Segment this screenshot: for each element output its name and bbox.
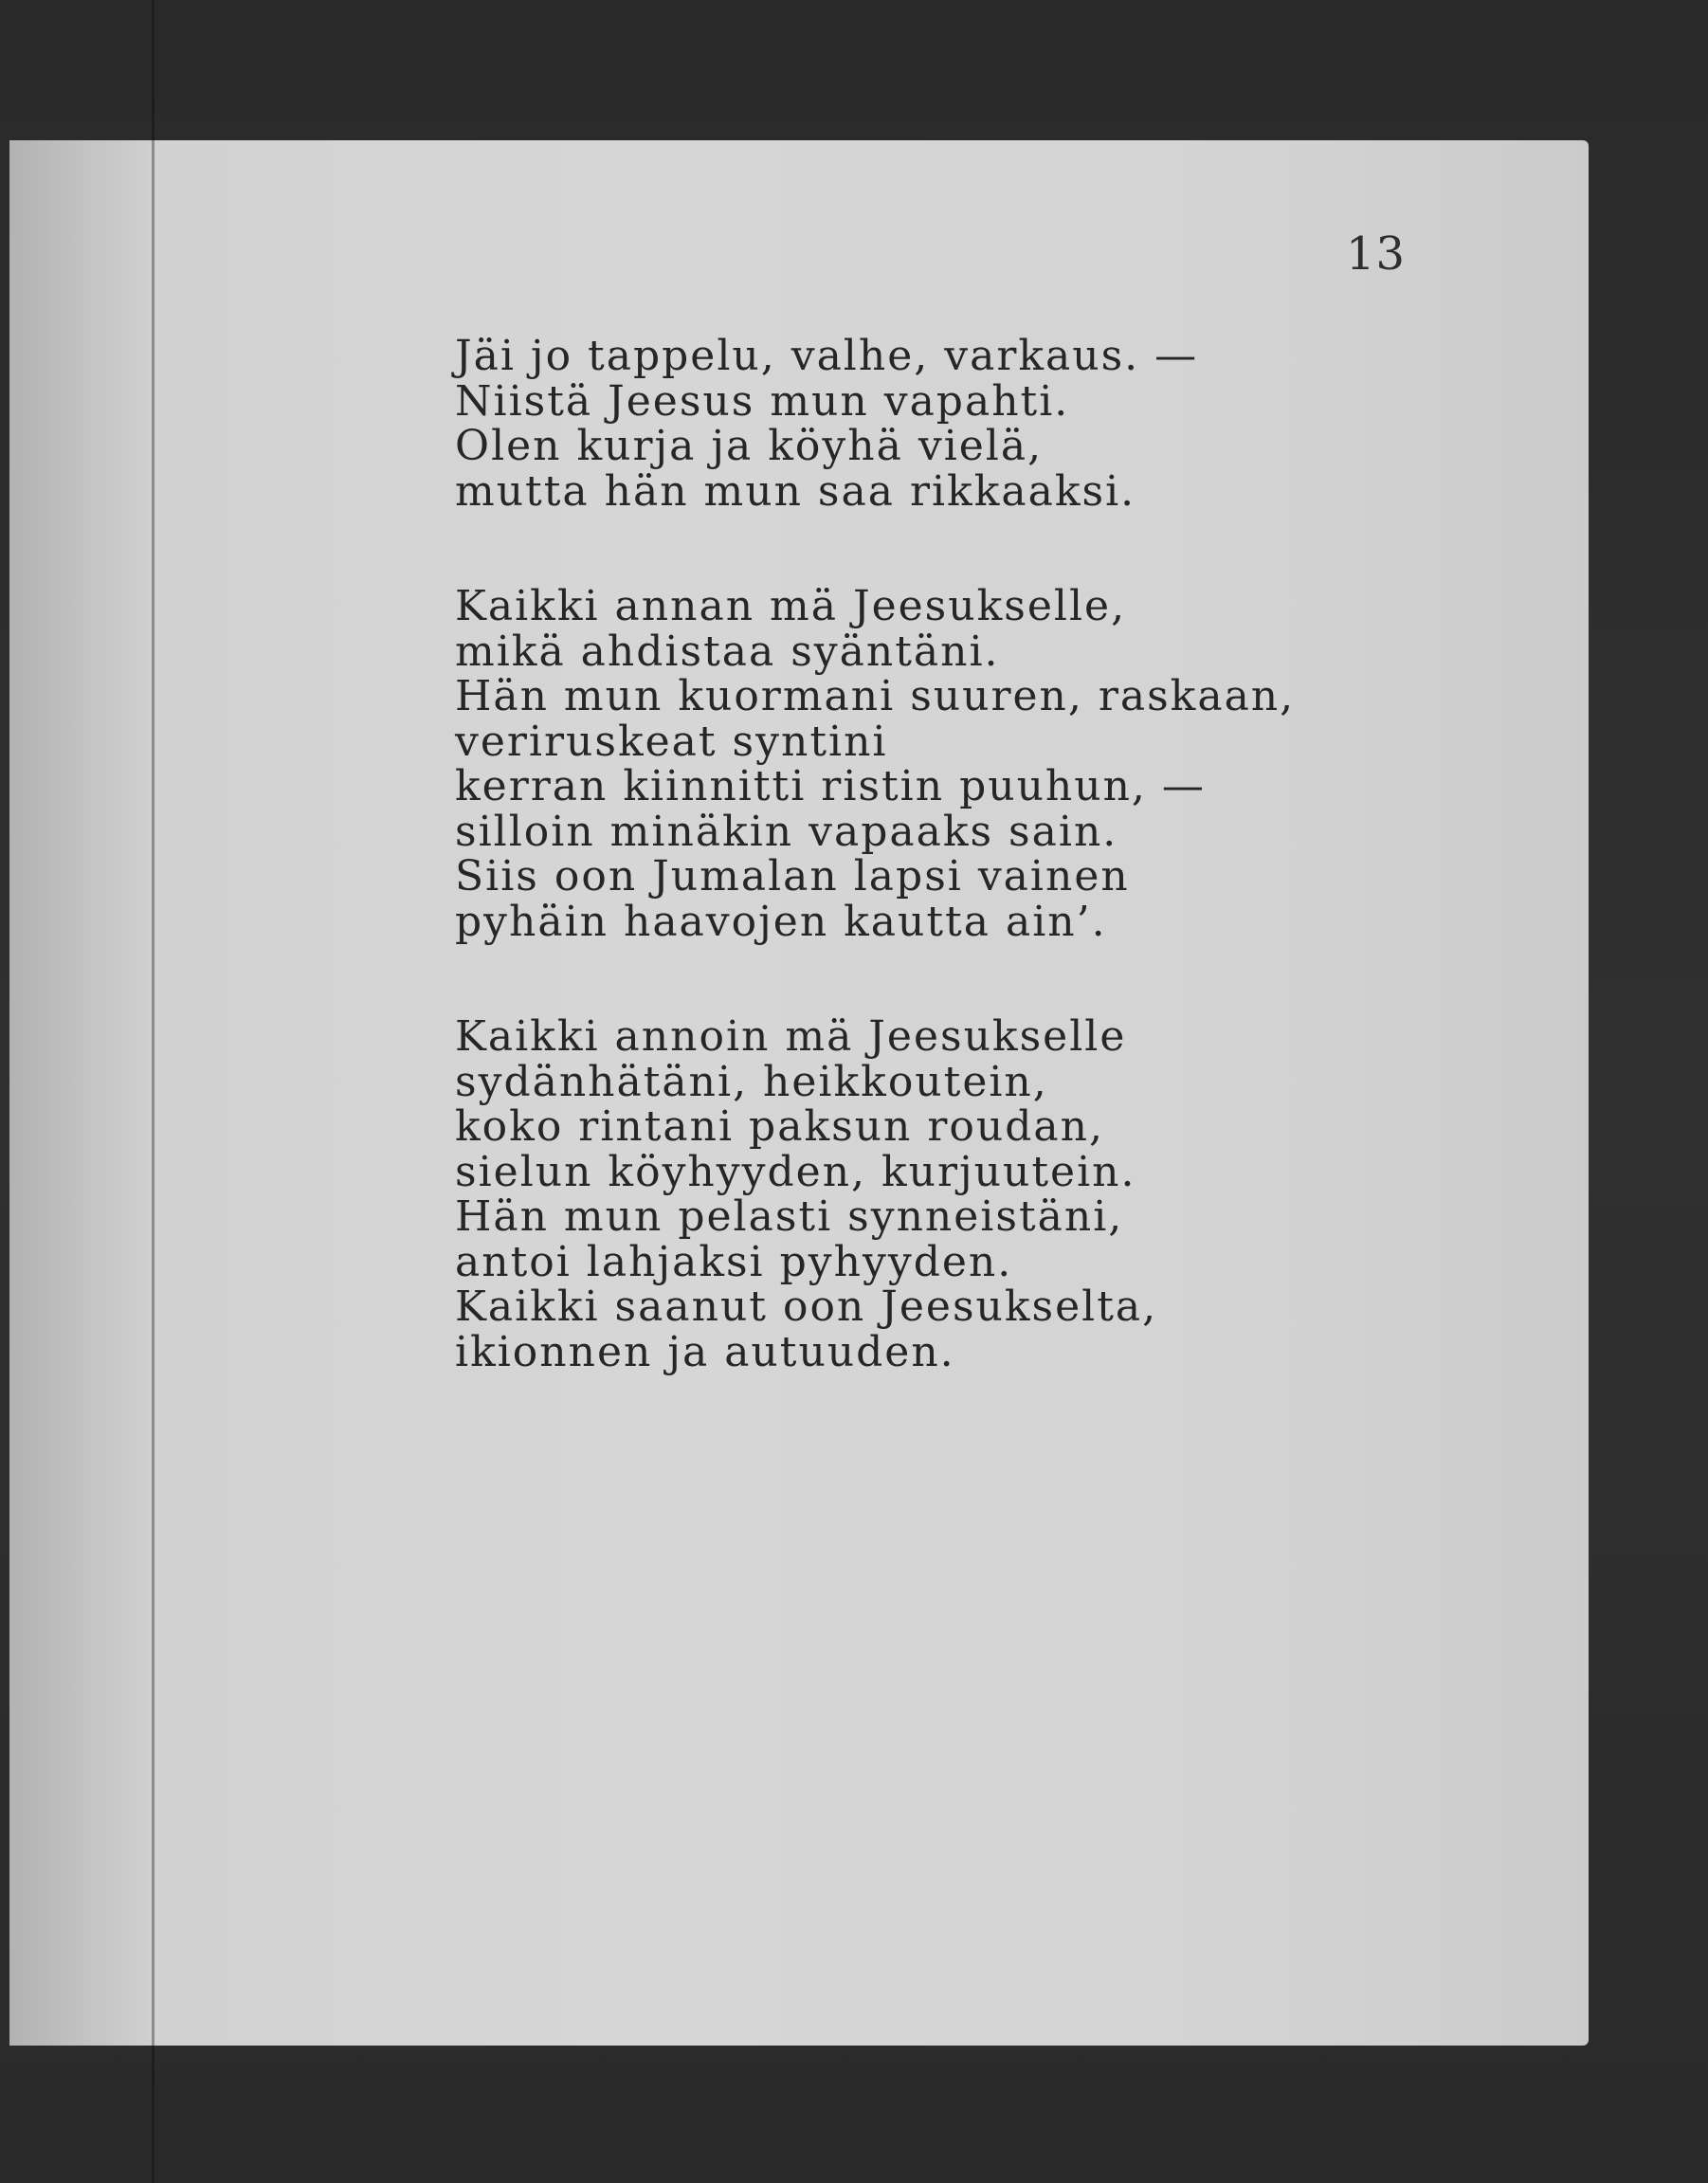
poem [455, 334, 1545, 1374]
poem-line: Siis oon Jumalan lapsi vainen [455, 852, 1130, 900]
poem-line: sielun köyhyyden, kurjuutein. [455, 1147, 1136, 1196]
page-number: 13 [1346, 227, 1407, 281]
poem-line: pyhäin haavojen kautta ain’. [455, 897, 1107, 946]
poem-line: silloin minäkin vapaaks sain. [455, 807, 1118, 856]
poem-line: Kaikki annoin mä Jeesukselle [455, 1012, 1127, 1061]
poem-line: mutta hän mun saa rikkaaksi. [455, 466, 1136, 516]
poem-line: mikä ahdistaa syäntäni. [455, 627, 1000, 676]
poem-line: kerran kiinnitti ristin puuhun, — [455, 762, 1206, 810]
poem-line: veriruskeat syntini [455, 717, 888, 766]
poem-line: Hän mun kuormani suuren, raskaan, [455, 672, 1296, 720]
binding-shadow [9, 140, 161, 2046]
poem-line: ikionnen ja autuuden. [455, 1327, 955, 1376]
stanza-2 [455, 584, 1545, 944]
spine-edge [152, 140, 154, 2046]
poem-line: Hän mun pelasti synneistäni, [455, 1192, 1124, 1241]
poem-line: Niistä Jeesus mun vapahti. [455, 376, 1070, 426]
stanza-3 [455, 1014, 1545, 1374]
poem-line: Olen kurja ja köyhä vielä, [455, 422, 1044, 470]
poem-line: Kaikki saanut oon Jeesukselta, [455, 1283, 1158, 1331]
poem-line: antoi lahjaksi pyhyyden. [455, 1237, 1013, 1286]
poem-line: Jäi jo tappelu, valhe, varkaus. — [455, 332, 1199, 380]
poem-line: sydänhätäni, heikkoutein, [455, 1057, 1048, 1106]
poem-line: koko rintani paksun roudan, [455, 1102, 1104, 1151]
spine-edge-top [152, 0, 154, 140]
stanza-1 [455, 334, 1545, 514]
poem-line: Kaikki annan mä Jeesukselle, [455, 582, 1127, 630]
spine-edge-bottom [152, 2046, 154, 2183]
